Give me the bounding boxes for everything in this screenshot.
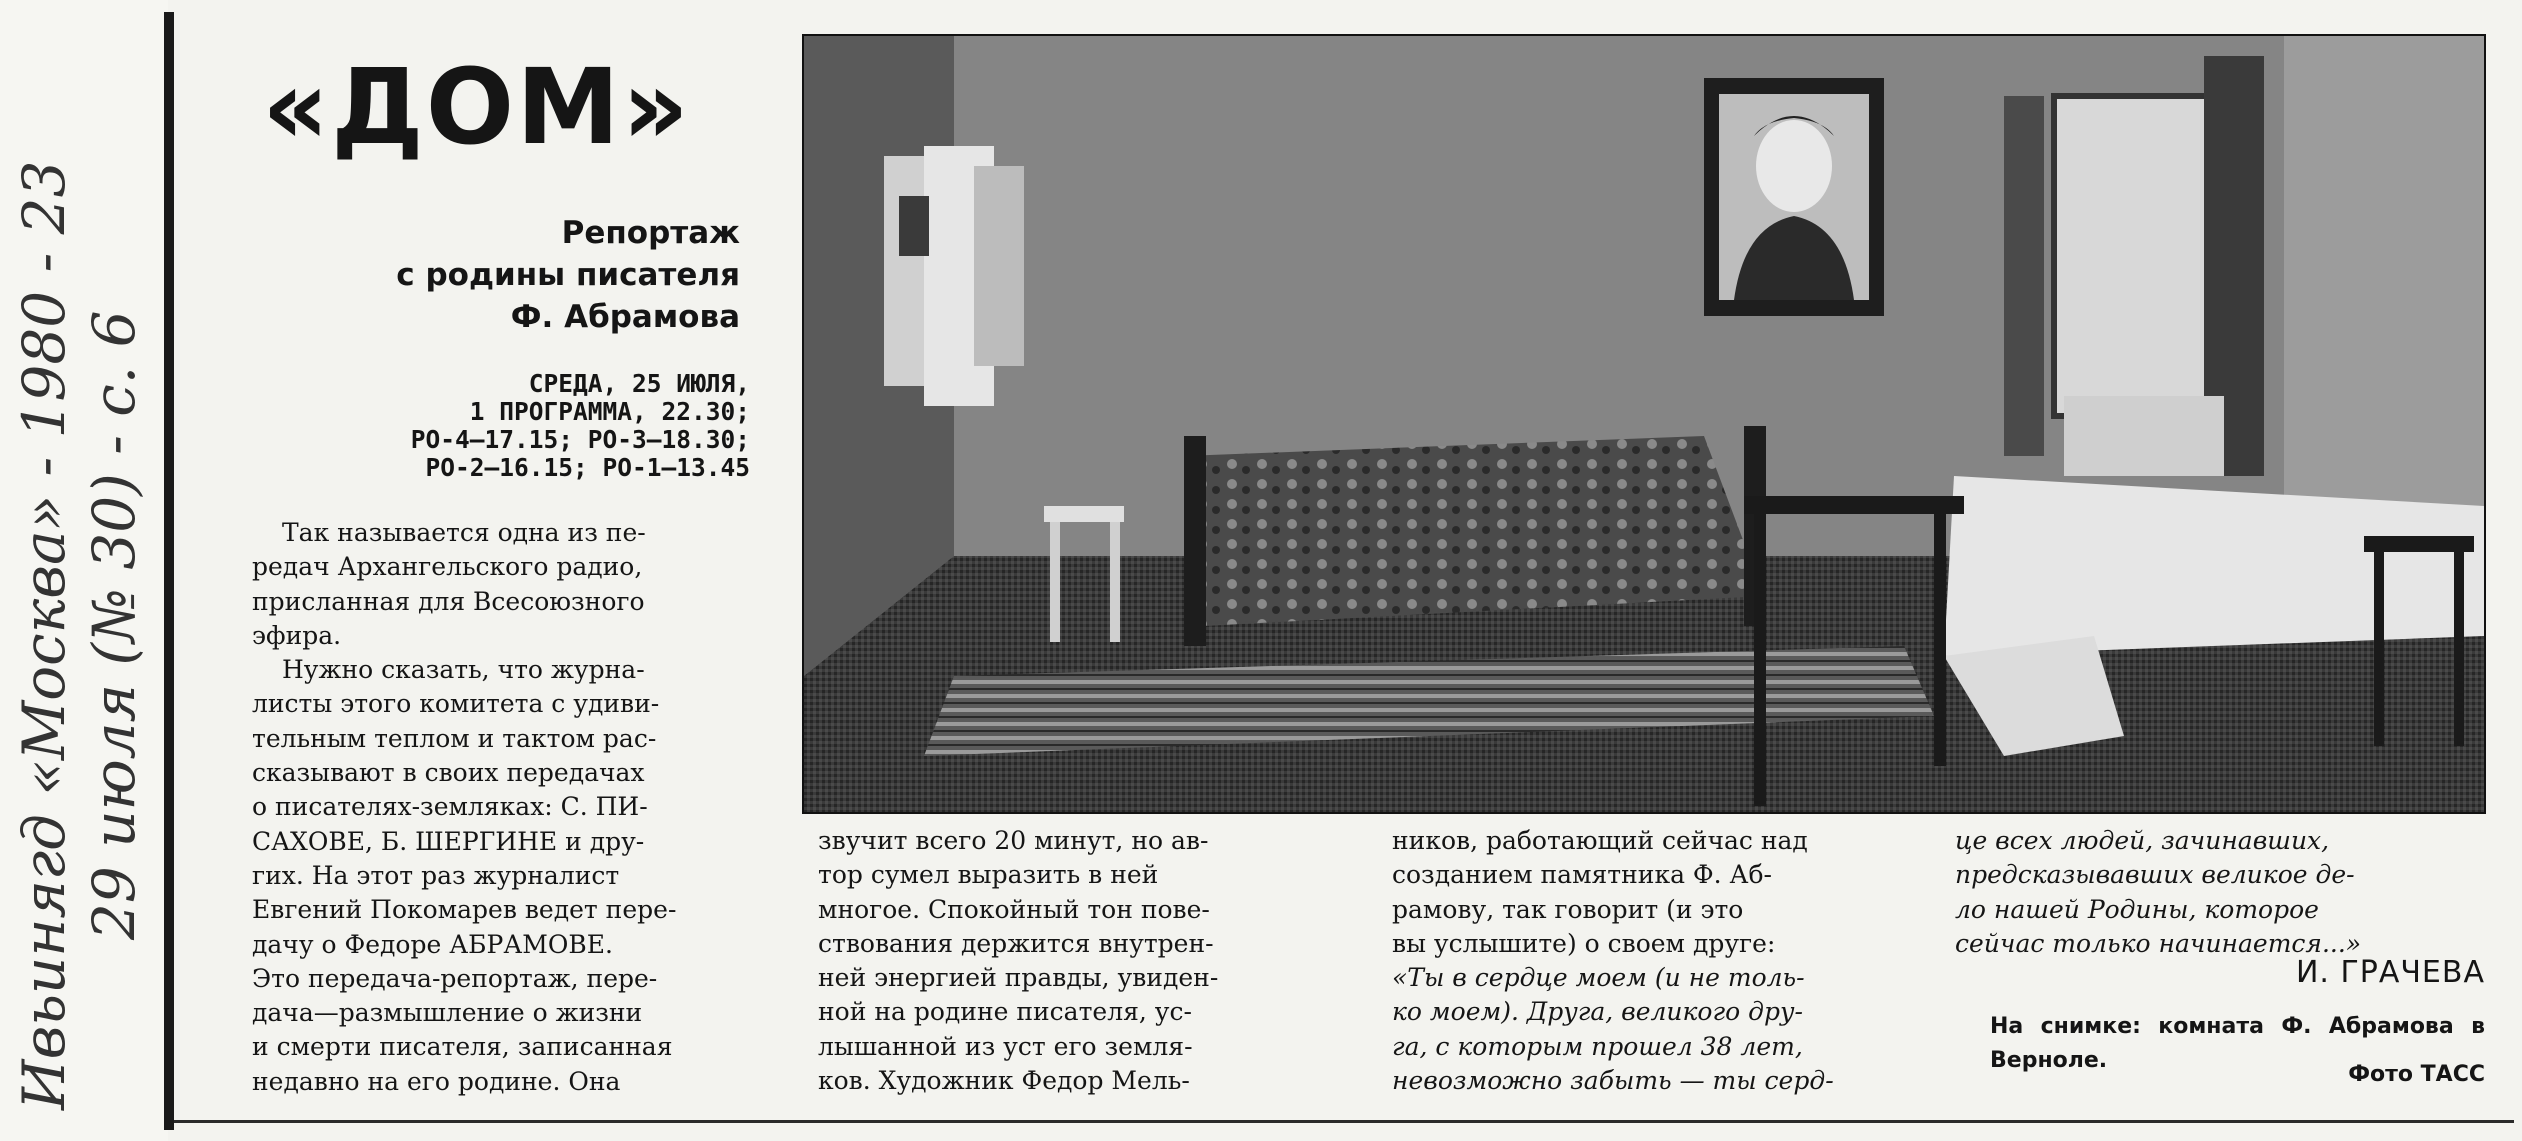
broadcast-schedule bbox=[280, 370, 750, 482]
author-byline: И. ГРАЧЕВА bbox=[2295, 955, 2485, 990]
text-column-2 bbox=[818, 824, 1338, 1098]
text-line: гих. На этот раз журналист bbox=[252, 860, 620, 890]
text-line: ков. Художник Федор Мель- bbox=[818, 1066, 1190, 1096]
subtitle-line: Ф. Абрамова bbox=[510, 299, 740, 335]
text-line: тельным теплом и тактом рас- bbox=[252, 723, 657, 753]
text-line: Нужно сказать, что журна- bbox=[282, 655, 645, 685]
vertical-rule bbox=[164, 12, 174, 1130]
text-line: предсказывавших великое де- bbox=[1955, 860, 2355, 890]
schedule-line: РО-4—17.15; РО-3—18.30; bbox=[410, 425, 750, 454]
text-line: це всех людей, зачинавших, bbox=[1955, 826, 2330, 855]
text-column-1 bbox=[252, 516, 760, 1099]
text-line: ников, работающий сейчас над bbox=[1392, 826, 1808, 855]
handwritten-note bbox=[9, 30, 159, 1110]
text-line: присланная для Всесоюзного bbox=[252, 586, 645, 616]
text-line: ней энергией правды, увиден- bbox=[818, 963, 1219, 993]
article-title: «ДОМ» bbox=[262, 46, 691, 168]
schedule-line: СРЕДА, 25 ИЮЛЯ, bbox=[528, 369, 750, 398]
text-line: «Ты в сердце моем (и не толь- bbox=[1392, 963, 1805, 993]
text-line: тор сумел выразить в ней bbox=[818, 860, 1159, 890]
room-photo-illustration bbox=[804, 36, 2484, 812]
text-line: Так называется одна из пе- bbox=[282, 518, 646, 547]
text-line: звучит всего 20 минут, но ав- bbox=[818, 826, 1209, 855]
handwritten-note-line-2: 29 июля (№ 30) - с. 6 bbox=[80, 310, 148, 940]
text-line: недавно на его родине. Она bbox=[252, 1066, 621, 1096]
text-line: сказывают в своих передачах bbox=[252, 758, 645, 788]
text-line: га, с которым прошел 38 лет, bbox=[1392, 1031, 1803, 1061]
text-line: листы этого комитета с удиви- bbox=[252, 689, 660, 719]
bottom-rule bbox=[174, 1120, 2514, 1123]
text-column-4 bbox=[1955, 824, 2500, 961]
text-line: невозможно забыть — ты серд- bbox=[1392, 1066, 1834, 1096]
handwritten-note-line-1: Ивьинягд «Москва» - 1980 - 23 bbox=[10, 160, 78, 1110]
subtitle-line: Репортаж bbox=[561, 215, 740, 251]
schedule-line: РО-2—16.15; РО-1—13.45 bbox=[425, 453, 750, 482]
text-line: вы услышите) о своем друге: bbox=[1392, 928, 1776, 958]
text-line: созданием памятника Ф. Аб- bbox=[1392, 860, 1772, 890]
schedule-line: 1 ПРОГРАММА, 22.30; bbox=[469, 397, 750, 426]
text-line: о писателях-земляках: С. ПИ- bbox=[252, 792, 648, 822]
photo-credit: Фото ТАСС bbox=[2348, 1062, 2485, 1087]
text-line: сейчас только начинается...» bbox=[1955, 928, 2362, 958]
text-line: ной на родине писателя, ус- bbox=[818, 997, 1192, 1027]
text-line: Евгений Покомарев ведет пере- bbox=[252, 895, 677, 925]
left-margin bbox=[0, 0, 168, 1141]
text-line: дачу о Федоре АБРАМОВЕ. bbox=[252, 929, 613, 959]
text-line: эфира. bbox=[252, 620, 342, 650]
text-line: дача—размышление о жизни bbox=[252, 998, 643, 1028]
text-line: САХОВЕ, Б. ШЕРГИНЕ и дру- bbox=[252, 826, 645, 856]
text-line: многое. Спокойный тон пове- bbox=[818, 894, 1210, 924]
text-line: редач Архангельского радио, bbox=[252, 552, 643, 582]
text-line: Это передача-репортаж, пере- bbox=[252, 963, 658, 993]
photo-caption: На снимке: комната Ф. Абрамова в Верноле. bbox=[1990, 1014, 2485, 1073]
text-line: лышанной из уст его земля- bbox=[818, 1031, 1193, 1061]
subtitle-line: с родины писателя bbox=[396, 257, 740, 293]
article-subtitle bbox=[280, 212, 740, 338]
room-photo bbox=[802, 34, 2486, 814]
text-line: ко моем). Друга, великого дру- bbox=[1392, 997, 1803, 1027]
text-line: и смерти писателя, записанная bbox=[252, 1032, 673, 1062]
text-column-3 bbox=[1392, 824, 1912, 1098]
text-line: рамову, так говорит (и это bbox=[1392, 894, 1744, 924]
text-line: ло нашей Родины, которое bbox=[1955, 894, 2319, 924]
text-line: ствования держится внутрен- bbox=[818, 928, 1214, 958]
